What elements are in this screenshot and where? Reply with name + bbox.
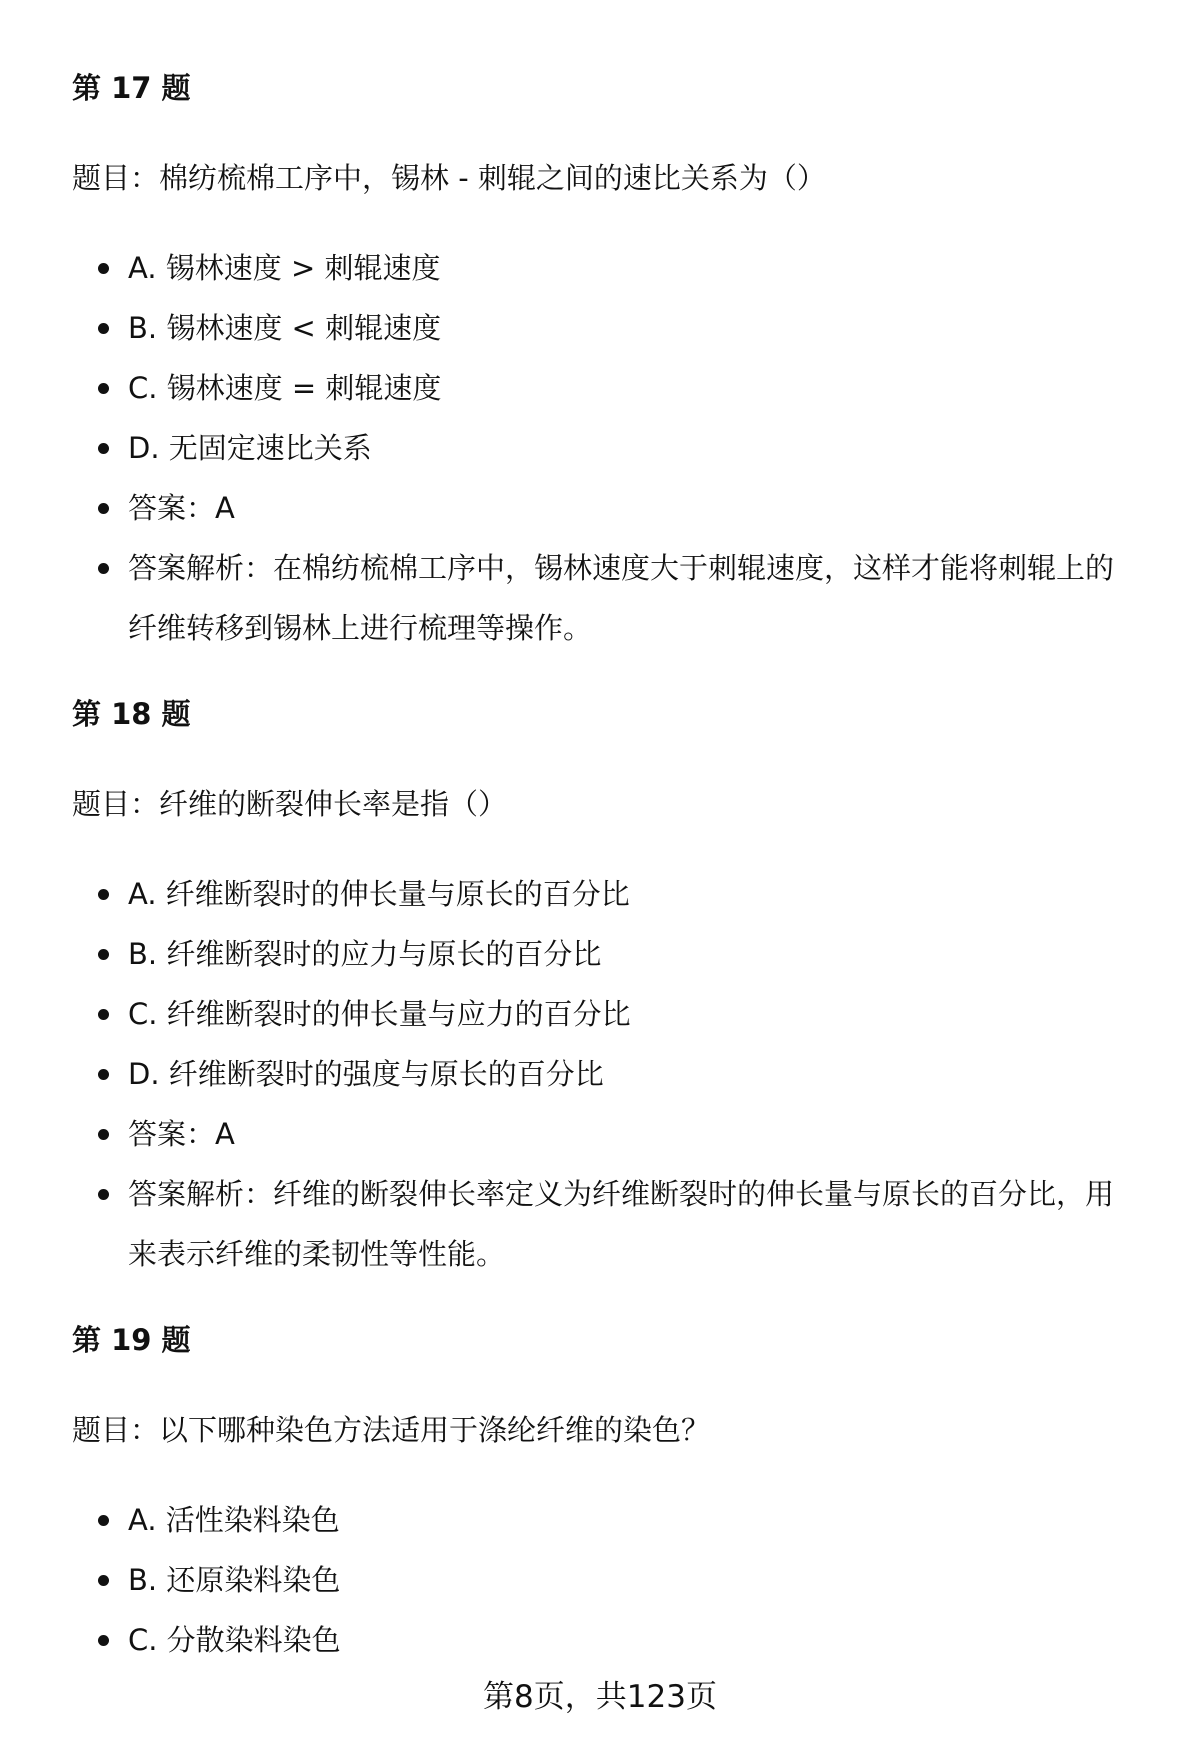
page-footer: 第8页，共123页 (483, 1679, 717, 1715)
answer: 答案：A (72, 478, 1152, 538)
option-list (72, 864, 1152, 1284)
question-heading: 第 17 题 (72, 71, 191, 105)
option-b: B. 还原染料染色 (72, 1550, 1152, 1610)
option-a: A. 纤维断裂时的伸长量与原长的百分比 (72, 864, 1152, 924)
option-c: C. 锡林速度 = 刺辊速度 (72, 358, 1152, 418)
question-19 (72, 1320, 1152, 1670)
question-stem: 题目：以下哪种染色方法适用于涤纶纤维的染色？ (72, 1413, 711, 1447)
question-17 (72, 68, 1152, 658)
option-list (72, 1490, 1152, 1670)
question-stem: 题目：棉纺梳棉工序中，锡林 - 刺辊之间的速比关系为（） (72, 161, 826, 195)
option-c: C. 纤维断裂时的伸长量与应力的百分比 (72, 984, 1152, 1044)
option-d: D. 无固定速比关系 (72, 418, 1152, 478)
option-b: B. 锡林速度 < 刺辊速度 (72, 298, 1152, 358)
option-c: C. 分散染料染色 (72, 1610, 1152, 1670)
option-a: A. 锡林速度 > 刺辊速度 (72, 238, 1152, 298)
answer-explanation: 答案解析：纤维的断裂伸长率定义为纤维断裂时的伸长量与原长的百分比，用来表示纤维的柔韧性等性能。 (72, 1164, 1152, 1284)
answer-explanation: 答案解析：在棉纺梳棉工序中，锡林速度大于刺辊速度，这样才能将刺辊上的纤维转移到锡林上进行梳理等操作。 (72, 538, 1152, 658)
question-heading: 第 18 题 (72, 697, 191, 731)
option-a: A. 活性染料染色 (72, 1490, 1152, 1550)
question-stem: 题目：纤维的断裂伸长率是指（） (72, 787, 508, 821)
question-heading: 第 19 题 (72, 1323, 191, 1357)
option-d: D. 纤维断裂时的强度与原长的百分比 (72, 1044, 1152, 1104)
option-b: B. 纤维断裂时的应力与原长的百分比 (72, 924, 1152, 984)
question-18 (72, 694, 1152, 1284)
answer: 答案：A (72, 1104, 1152, 1164)
option-list (72, 238, 1152, 658)
